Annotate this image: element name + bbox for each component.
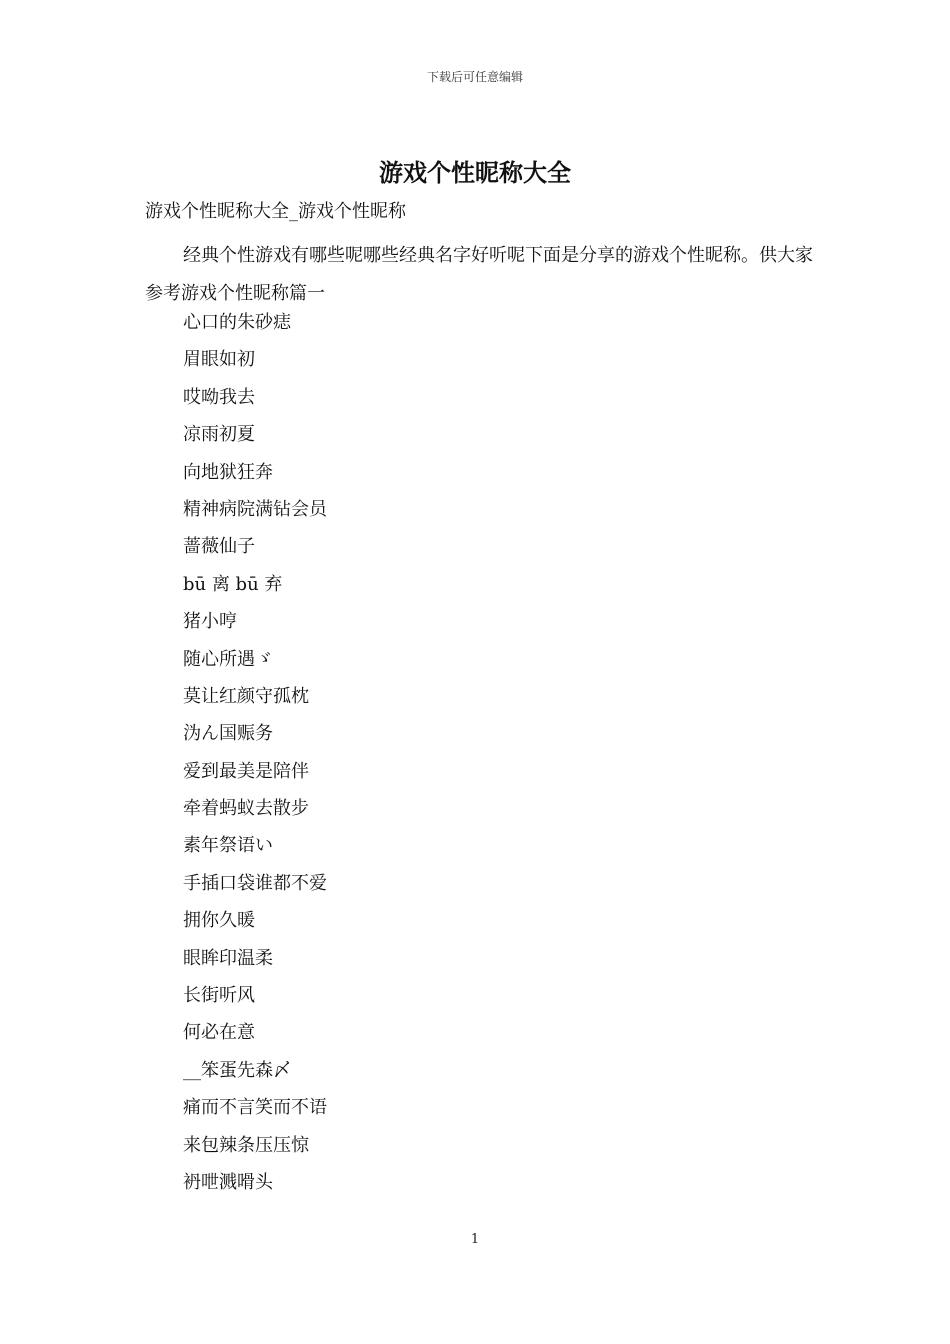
list-item: 眼眸印温柔 — [183, 947, 273, 969]
intro-paragraph: 经典个性游戏有哪些呢哪些经典名字好听呢下面是分享的游戏个性昵称。供大家参考游戏个性昵称篇一 — [145, 245, 813, 304]
list-item: 牵着蚂蚁去散步 — [183, 798, 309, 820]
list-item: 素年祭语い — [183, 835, 273, 857]
list-item: __笨蛋先森〆 — [183, 1059, 291, 1081]
list-item: 精神病院满钻会员 — [183, 498, 327, 520]
list-item: 凉雨初夏 — [183, 424, 255, 446]
list-item: 莫让红颜守孤枕 — [183, 685, 309, 707]
list-item: bū 离 bū 弃 — [183, 573, 283, 595]
list-item: 随心所遇ゞ — [183, 648, 273, 670]
list-item: 拥你久暖 — [183, 910, 255, 932]
page-number: 1 — [470, 1232, 480, 1247]
list-item: 哎呦我去 — [183, 386, 255, 408]
list-item: 痛而不言笑而不语 — [183, 1097, 327, 1119]
list-item: 猪小哼 — [183, 611, 237, 633]
list-item: 眉眼如初 — [183, 349, 255, 371]
header-note: 下载后可任意编辑 — [426, 70, 523, 84]
list-item: 袇呭溅嗗头 — [183, 1171, 273, 1193]
list-item: 向地狱狂奔 — [183, 461, 273, 483]
list-item: 沩ん国赈务 — [183, 723, 273, 745]
list-item: 蔷薇仙子 — [183, 536, 255, 558]
nickname-list — [183, 311, 327, 1208]
document-title: 游戏个性昵称大全 — [379, 158, 571, 187]
list-item: 手插口袋谁都不爱 — [183, 872, 327, 894]
list-item: 心口的朱砂痣 — [183, 312, 291, 333]
list-item: 来包辣条压压惊 — [183, 1134, 309, 1156]
document-subtitle: 游戏个性昵称大全_游戏个性昵称 — [145, 201, 406, 222]
list-item: 爱到最美是陪伴 — [183, 760, 309, 782]
list-item: 何必在意 — [183, 1022, 255, 1044]
list-item: 长街听风 — [183, 985, 255, 1007]
